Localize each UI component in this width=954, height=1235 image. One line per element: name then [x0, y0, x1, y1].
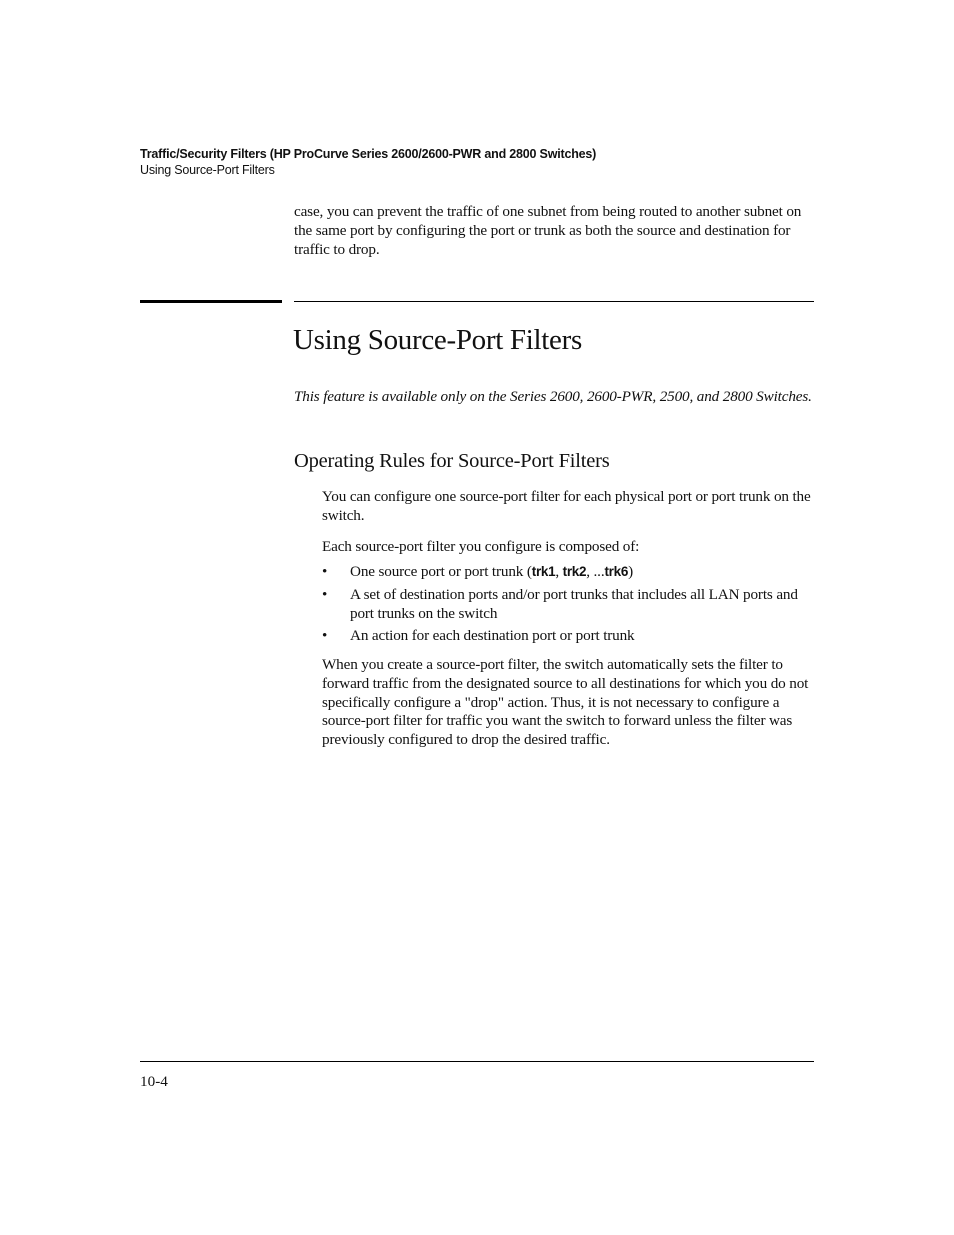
subsection-title: Operating Rules for Source-Port Filters [294, 450, 610, 472]
list-item [322, 586, 812, 624]
bullet-3-text: An action for each destination port or port trunk [350, 627, 635, 645]
list-item [322, 627, 812, 646]
page-number: 10-4 [140, 1073, 168, 1090]
bullet-glyph: • [322, 563, 328, 580]
component-list [322, 563, 812, 650]
list-item [322, 563, 812, 582]
intro-paragraph: case, you can prevent the traffic of one subnet from being routed to another subnet on the same port by configuring the port or trunk as both the source and destination for traffic to drop. [294, 203, 802, 258]
running-header-subtitle: Using Source-Port Filters [140, 163, 275, 177]
bullet-1-suffix: ) [628, 563, 633, 580]
bullet-glyph: • [322, 627, 328, 645]
bullet-2-text: A set of destination ports and/or port trunks that includes all LAN ports and port trunks on the switch [350, 585, 798, 622]
availability-note: This feature is available only on the Series 2600, 2600-PWR, 2500, and 2800 Switches. [294, 388, 812, 405]
bullet-1-sep-1: , [555, 563, 563, 580]
rules-paragraph-3: When you create a source-port filter, the switch automatically sets the filter to forward traffic from the designated source to all destinations for which you do not specifically configure a "drop" action. Thus, it is not necessary to configure a source-port filter for traffic you want the switch to forward unless the filter was previously configured to drop the desired traffic. [322, 656, 809, 749]
bullet-1-prefix: One source port or port trunk ( [350, 563, 532, 580]
section-title: Using Source-Port Filters [293, 324, 582, 356]
trunk-code-2: trk2 [562, 564, 587, 579]
trunk-code-3: trk6 [604, 564, 629, 579]
section-rule-thick [140, 300, 282, 303]
rules-paragraph-2: Each source-port filter you configure is composed of: [322, 538, 640, 555]
footer-rule [140, 1061, 814, 1062]
trunk-code-1: trk1 [531, 564, 556, 579]
rules-paragraph-1: You can configure one source-port filter for each physical port or port trunk on the switch. [322, 488, 811, 524]
bullet-1-sep-2: , ... [586, 563, 605, 580]
running-header-title: Traffic/Security Filters (HP ProCurve Series 2600/2600-PWR and 2800 Switches) [140, 147, 597, 161]
bullet-glyph: • [322, 585, 328, 603]
section-rule-thin [294, 301, 814, 302]
